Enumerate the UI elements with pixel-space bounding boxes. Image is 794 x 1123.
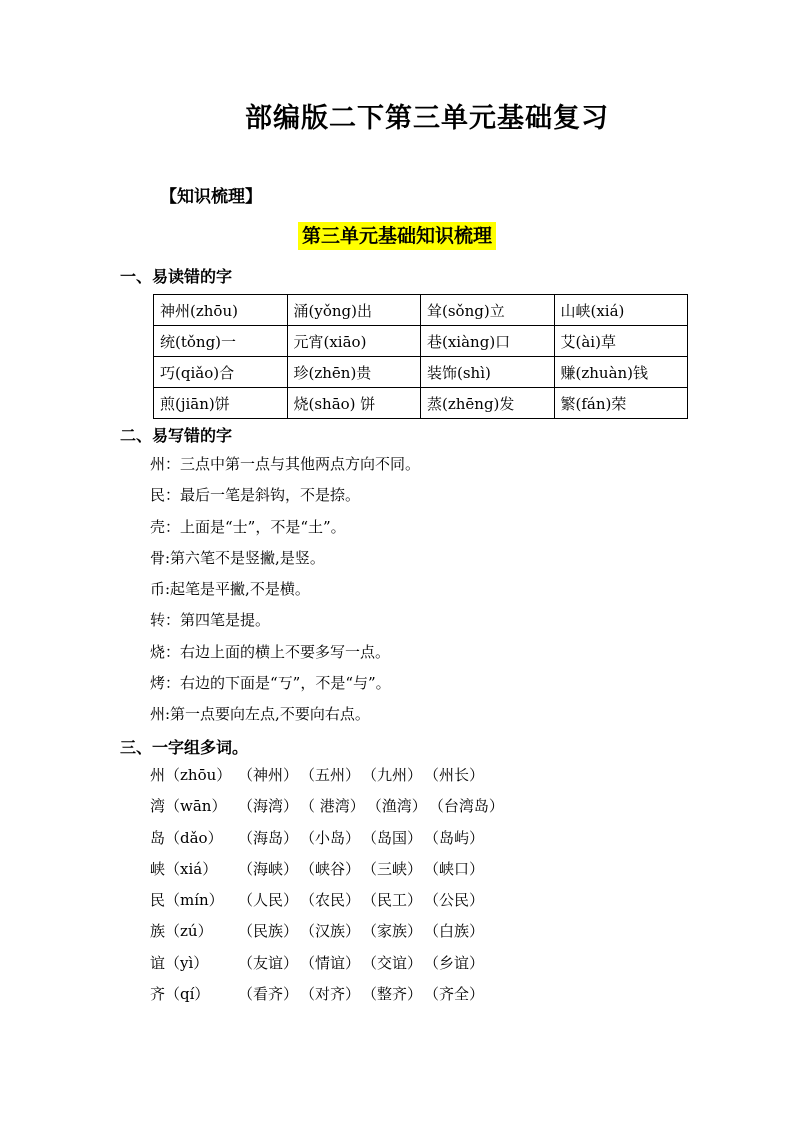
part3-heading: 三、一字组多词。 — [120, 738, 249, 757]
word-item: （齐全） — [424, 985, 485, 1004]
list-item: 民：最后一笔是斜钩，不是捺。 — [150, 486, 361, 505]
table-cell: 装饰(shì) — [421, 357, 555, 388]
word-item: （五州） — [300, 766, 361, 784]
list-item: 壳：上面是“士”，不是“土”。 — [150, 517, 346, 536]
table-row — [154, 357, 688, 388]
word-item: （海峡） — [238, 859, 299, 878]
list-item — [150, 854, 506, 885]
list-item — [150, 885, 506, 916]
list-item — [150, 791, 506, 822]
table-cell: 赚(zhuàn)钱 — [554, 357, 688, 388]
table-row — [154, 388, 688, 419]
word-item: （ 港湾） — [300, 797, 365, 816]
word-item: （交谊） — [362, 953, 423, 972]
word-item: （岛国） — [362, 828, 423, 847]
word-item: （小岛） — [300, 828, 361, 847]
table-cell: 繁(fán)荣 — [554, 388, 688, 419]
word-head: 岛（dǎo） — [150, 828, 223, 847]
table-cell: 蒸(zhēng)发 — [421, 388, 555, 419]
word-item: （家族） — [362, 922, 423, 941]
highlight-title-wrap — [0, 222, 794, 250]
table-row — [154, 295, 688, 326]
easy-miswrite-list — [150, 449, 420, 731]
list-item: 烧：右边上面的横上不要多写一点。 — [150, 642, 391, 661]
table-cell: 元宵(xiāo) — [287, 326, 421, 357]
table-row — [154, 326, 688, 357]
word-item: （九州） — [362, 766, 423, 784]
table-cell: 烧(shāo) 饼 — [287, 388, 421, 419]
word-item: （农民） — [300, 891, 361, 910]
word-item: （三峡） — [362, 859, 423, 878]
table-cell: 耸(sǒng)立 — [421, 295, 555, 326]
word-item: （公民） — [424, 891, 485, 910]
word-group-list — [150, 760, 506, 1010]
list-item: 州:第一点要向左点,不要向右点。 — [150, 705, 370, 724]
word-item: （峡谷） — [300, 859, 361, 878]
word-head: 湾（wān） — [150, 797, 227, 816]
table-cell: 巷(xiàng)口 — [421, 326, 555, 357]
word-item: （海湾） — [238, 797, 299, 816]
list-item — [150, 948, 506, 979]
word-item: （岛屿） — [424, 828, 485, 847]
word-head: 州（zhōu） — [150, 766, 232, 784]
word-head: 谊（yì） — [150, 953, 209, 972]
table-cell: 涌(yǒng)出 — [287, 295, 421, 326]
document-title: 部编版二下第三单元基础复习 — [245, 103, 609, 134]
table-cell: 神州(zhōu) — [154, 295, 288, 326]
list-item — [150, 979, 506, 1010]
list-item — [150, 823, 506, 854]
table-cell: 珍(zhēn)贵 — [287, 357, 421, 388]
table-cell: 巧(qiǎo)合 — [154, 357, 288, 388]
list-item: 烤：右边的下面是“丂”，不是“与”。 — [150, 674, 391, 693]
table-cell: 煎(jiān)饼 — [154, 388, 288, 419]
list-item: 转：第四笔是提。 — [150, 611, 271, 630]
word-item: （友谊） — [238, 953, 299, 972]
highlight-title: 第三单元基础知识梳理 — [298, 222, 496, 250]
word-item: （州长） — [424, 766, 485, 784]
word-head: 民（mín） — [150, 891, 224, 910]
table-cell: 山峡(xiá) — [554, 295, 688, 326]
word-item: （乡谊） — [424, 953, 485, 972]
word-item: （整齐） — [362, 985, 423, 1004]
word-item: （渔湾） — [366, 797, 427, 816]
easy-misread-table — [153, 294, 688, 419]
table-cell: 艾(ài)草 — [554, 326, 688, 357]
word-item: （神州） — [238, 766, 299, 784]
word-item: （看齐） — [238, 985, 299, 1004]
word-item: （民工） — [362, 891, 423, 910]
list-item — [150, 916, 506, 947]
word-item: （峡口） — [424, 859, 485, 878]
word-item: （情谊） — [300, 953, 361, 972]
list-item: 币:起笔是平撇,不是横。 — [150, 580, 310, 599]
section-tag: 【知识梳理】 — [160, 187, 262, 207]
word-head: 峡（xiá） — [150, 859, 218, 878]
word-item: （对齐） — [300, 985, 361, 1004]
list-item: 骨:第六笔不是竖撇,是竖。 — [150, 548, 325, 567]
word-item: （海岛） — [238, 828, 299, 847]
table-cell: 统(tǒng)一 — [154, 326, 288, 357]
word-item: （人民） — [238, 891, 299, 910]
word-item: （汉族） — [300, 922, 361, 941]
part2-heading: 二、易写错的字 — [120, 426, 233, 445]
list-item: 州：三点中第一点与其他两点方向不同。 — [150, 455, 421, 473]
word-item: （台湾岛） — [428, 797, 504, 816]
word-item: （民族） — [238, 922, 299, 941]
word-head: 齐（qí） — [150, 985, 210, 1004]
list-item — [150, 760, 506, 791]
word-head: 族（zú） — [150, 922, 213, 941]
part1-heading: 一、易读错的字 — [120, 267, 233, 286]
word-item: （白族） — [424, 922, 485, 941]
